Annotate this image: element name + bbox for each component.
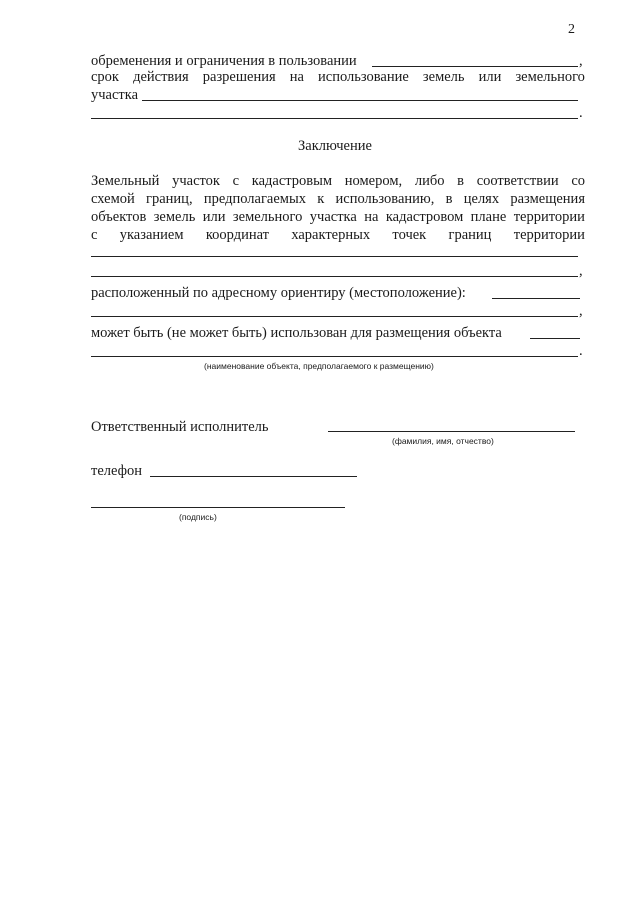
encumbrance-label: обременения и ограничения в пользовании xyxy=(91,53,357,69)
word: земель xyxy=(422,69,465,85)
encumbrance-comma: , xyxy=(579,53,583,69)
word: плане xyxy=(470,209,507,225)
word: на xyxy=(289,69,304,85)
conclusion-line-4 xyxy=(91,226,585,244)
word: целях xyxy=(463,191,500,207)
word: соответствии xyxy=(476,173,559,189)
word: схемой xyxy=(91,191,135,207)
word: использование xyxy=(318,69,409,85)
fio-caption: (фамилия, имя, отчество) xyxy=(392,436,494,446)
conclusion-line-3 xyxy=(91,208,585,226)
word: земельного xyxy=(515,69,585,85)
word: к xyxy=(317,191,325,207)
word: объектов xyxy=(91,209,147,225)
word: с xyxy=(232,173,240,189)
word: на xyxy=(364,209,379,225)
word: срок xyxy=(91,69,119,85)
word: действия xyxy=(133,69,189,85)
signature-field[interactable] xyxy=(91,507,345,508)
word: со xyxy=(571,173,585,189)
word: территории xyxy=(513,227,585,243)
object-period: . xyxy=(579,343,583,359)
word: земельного xyxy=(232,209,303,225)
word: указанием xyxy=(119,227,184,243)
word: в xyxy=(457,173,464,189)
address-label: расположенный по адресному ориентиру (местоположение): xyxy=(91,285,466,301)
word: границ xyxy=(448,227,492,243)
word: предполагаемых xyxy=(203,191,306,207)
coordinates-field[interactable] xyxy=(91,256,578,257)
usage-label: может быть (не может быть) использован для размещения объекта xyxy=(91,325,502,341)
object-field-continued[interactable] xyxy=(91,356,578,357)
address-comma: , xyxy=(579,303,583,319)
object-caption: (наименование объекта, предполагаемого к размещению) xyxy=(204,361,434,371)
word: границ, xyxy=(146,191,193,207)
validity-field[interactable] xyxy=(142,100,578,101)
word: территории xyxy=(513,209,585,225)
word: земель xyxy=(153,209,196,225)
coordinates-field-continued[interactable] xyxy=(91,276,578,277)
word: разрешения xyxy=(202,69,276,85)
word: точек xyxy=(392,227,427,243)
word: участок xyxy=(172,173,220,189)
conclusion-line-1 xyxy=(91,172,585,190)
executor-label: Ответственный исполнитель xyxy=(91,419,269,435)
encumbrance-field[interactable] xyxy=(372,66,578,67)
word: кадастровым xyxy=(251,173,333,189)
plot-label: участка xyxy=(91,87,139,103)
word: или xyxy=(478,69,502,85)
address-field-continued[interactable] xyxy=(91,316,578,317)
word: кадастровом xyxy=(385,209,464,225)
word: Земельный xyxy=(91,173,160,189)
word: или xyxy=(202,209,226,225)
signature-caption: (подпись) xyxy=(179,512,217,522)
coordinates-comma: , xyxy=(579,263,583,279)
conclusion-line-2 xyxy=(91,190,585,208)
page-number: 2 xyxy=(568,22,575,37)
word: участка xyxy=(309,209,357,225)
phone-field[interactable] xyxy=(150,476,357,477)
validity-period: . xyxy=(579,105,583,121)
word: либо xyxy=(414,173,445,189)
section-heading: Заключение xyxy=(298,138,372,154)
validity-field-continued[interactable] xyxy=(91,118,578,119)
phone-label: телефон xyxy=(91,463,143,479)
word: координат xyxy=(205,227,270,243)
word: характерных xyxy=(291,227,371,243)
object-field[interactable] xyxy=(530,338,580,339)
word: в xyxy=(445,191,453,207)
word: номером, xyxy=(344,173,403,189)
executor-name-field[interactable] xyxy=(328,431,575,432)
word: с xyxy=(91,227,98,243)
address-field[interactable] xyxy=(492,298,580,299)
validity-line xyxy=(91,68,585,86)
word: использованию, xyxy=(335,191,435,207)
word: размещения xyxy=(510,191,585,207)
